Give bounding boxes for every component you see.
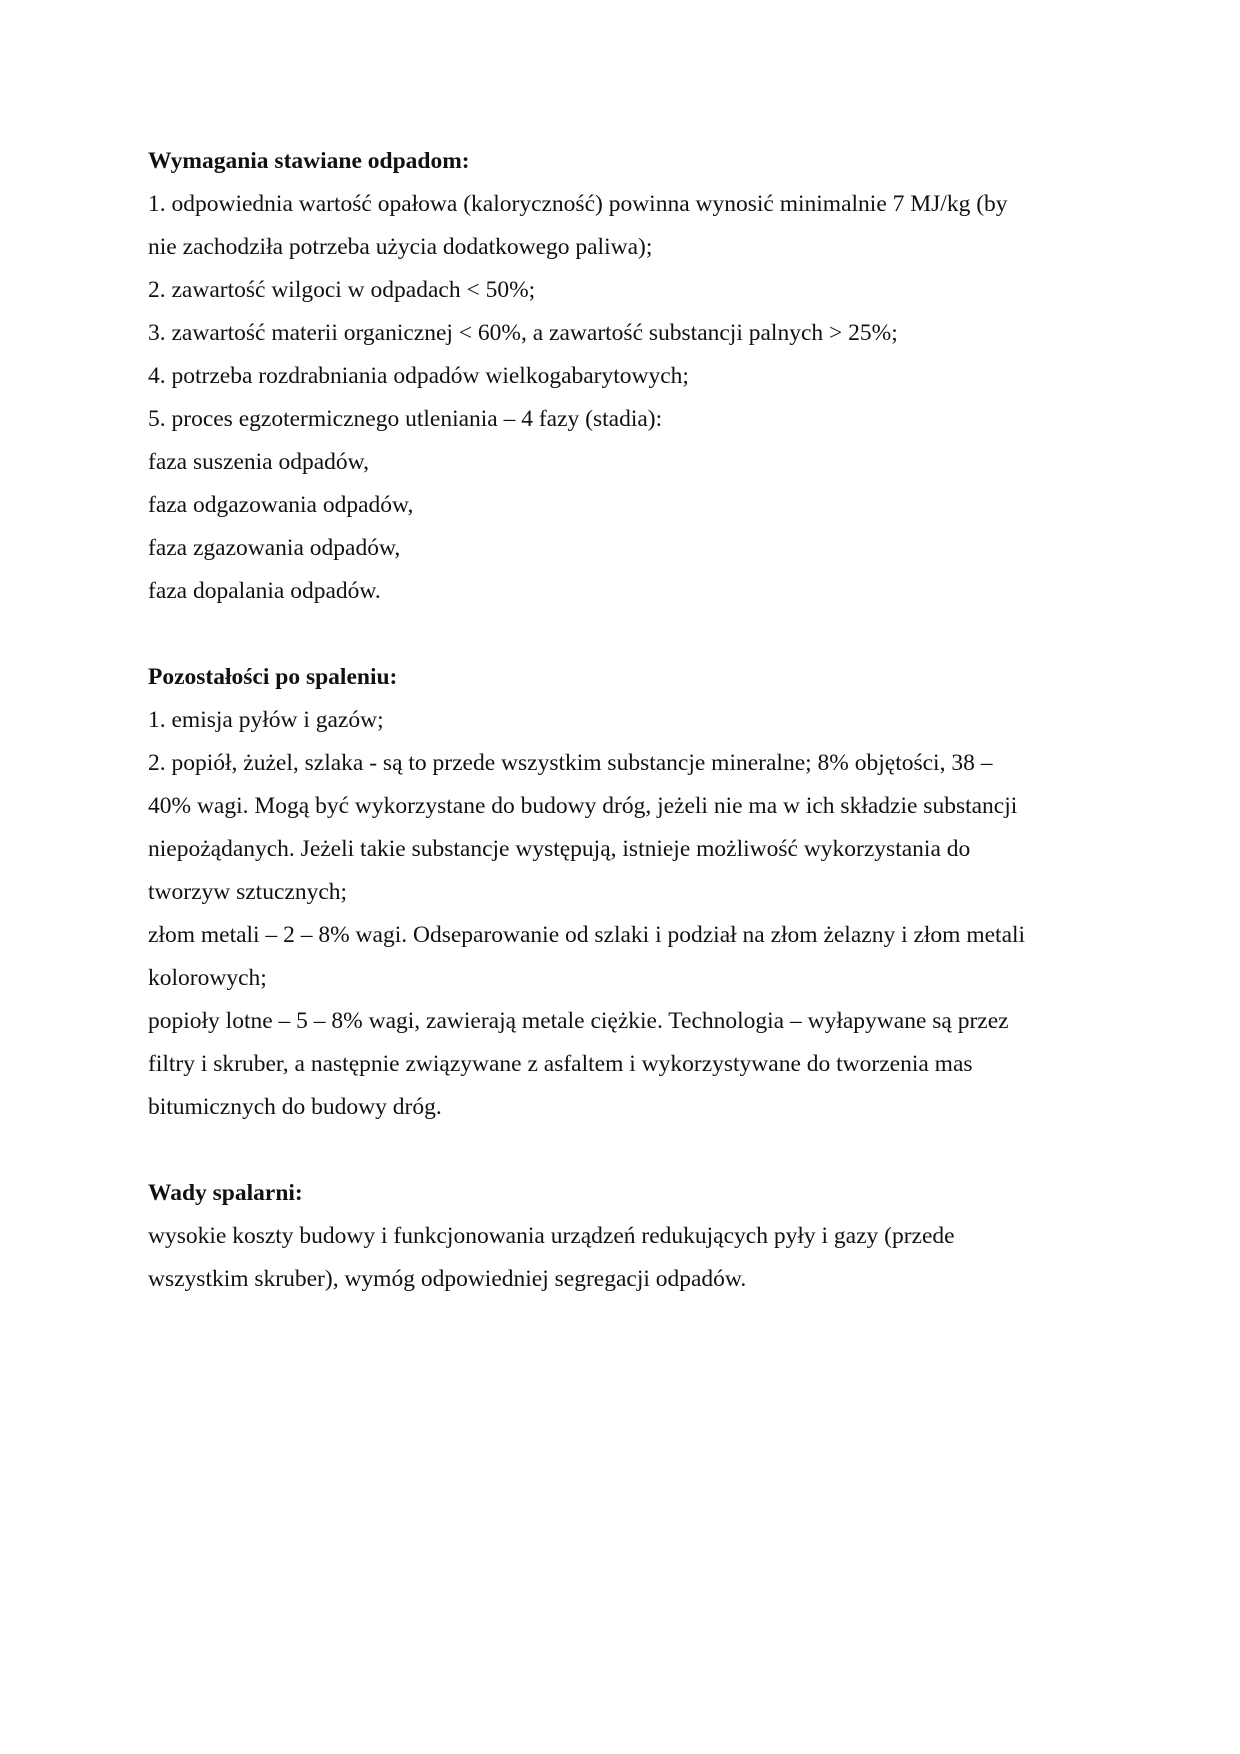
- paragraph-line: 2. popiół, żużel, szlaka - są to przede wszystkim substancje mineralne; 8% objętości, 38 –: [148, 750, 993, 776]
- section-requirements: [148, 140, 1093, 613]
- paragraph-line: tworzyw sztucznych;: [148, 879, 348, 905]
- paragraph-line: nie zachodziła potrzeba użycia dodatkowego paliwa);: [148, 234, 653, 260]
- paragraph-line: 3. zawartość materii organicznej < 60%, a zawartość substancji palnych > 25%;: [148, 320, 898, 346]
- section-disadvantages: [148, 1172, 1093, 1301]
- section-heading: Wady spalarni:: [148, 1180, 303, 1206]
- paragraph-line: 5. proces egzotermicznego utleniania – 4 fazy (stadia):: [148, 406, 663, 432]
- section-heading: Wymagania stawiane odpadom:: [148, 148, 470, 174]
- paragraph-line: popioły lotne – 5 – 8% wagi, zawierają metale ciężkie. Technologia – wyłapywane są przez: [148, 1008, 1009, 1034]
- paragraph-line: złom metali – 2 – 8% wagi. Odseparowanie od szlaki i podział na złom żelazny i złom metali: [148, 922, 1026, 948]
- document-page: [148, 140, 1093, 1301]
- paragraph-line: faza suszenia odpadów,: [148, 449, 369, 475]
- section-heading: Pozostałości po spaleniu:: [148, 664, 398, 690]
- paragraph-line: wszystkim skruber), wymóg odpowiedniej segregacji odpadów.: [148, 1266, 747, 1292]
- paragraph-line: bitumicznych do budowy dróg.: [148, 1094, 442, 1120]
- paragraph-line: filtry i skruber, a następnie związywane z asfaltem i wykorzystywane do tworzenia mas: [148, 1051, 973, 1077]
- paragraph-line: faza zgazowania odpadów,: [148, 535, 401, 561]
- paragraph-line: niepożądanych. Jeżeli takie substancje występują, istnieje możliwość wykorzystania do: [148, 836, 971, 862]
- paragraph-line: 4. potrzeba rozdrabniania odpadów wielkogabarytowych;: [148, 363, 689, 389]
- paragraph-line: 1. emisja pyłów i gazów;: [148, 707, 384, 733]
- section-spacer: [148, 1129, 1093, 1172]
- paragraph-line: faza dopalania odpadów.: [148, 578, 381, 604]
- section-residues: [148, 656, 1093, 1129]
- paragraph-line: 1. odpowiednia wartość opałowa (kaloryczność) powinna wynosić minimalnie 7 MJ/kg (by: [148, 191, 1008, 217]
- paragraph-line: kolorowych;: [148, 965, 267, 991]
- paragraph-line: faza odgazowania odpadów,: [148, 492, 414, 518]
- section-spacer: [148, 613, 1093, 656]
- paragraph-line: wysokie koszty budowy i funkcjonowania urządzeń redukujących pyły i gazy (przede: [148, 1223, 955, 1249]
- paragraph-line: 40% wagi. Mogą być wykorzystane do budowy dróg, jeżeli nie ma w ich składzie substancji: [148, 793, 1018, 819]
- paragraph-line: 2. zawartość wilgoci w odpadach < 50%;: [148, 277, 536, 303]
